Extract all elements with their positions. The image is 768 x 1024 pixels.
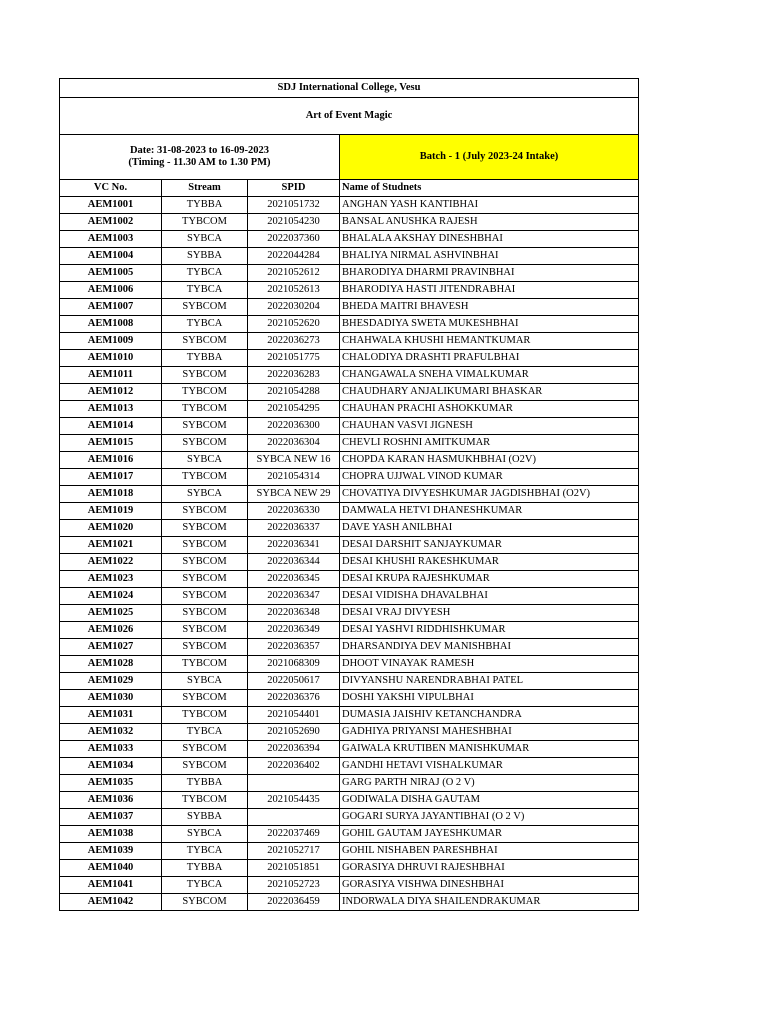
student-name-cell: CHAHWALA KHUSHI HEMANTKUMAR	[340, 333, 639, 350]
spid-cell: 2021052613	[248, 282, 340, 299]
table-row	[60, 877, 639, 894]
program-title-row	[60, 98, 639, 135]
vc-number-cell: AEM1007	[60, 299, 162, 316]
stream-cell: SYBCOM	[162, 894, 248, 911]
vc-number-cell: AEM1036	[60, 792, 162, 809]
table-row	[60, 248, 639, 265]
vc-number-cell: AEM1013	[60, 401, 162, 418]
stream-cell: SYBCOM	[162, 520, 248, 537]
table-row	[60, 435, 639, 452]
table-row	[60, 724, 639, 741]
stream-cell: TYBBA	[162, 860, 248, 877]
spid-cell: 2022036348	[248, 605, 340, 622]
column-header-name: Name of Studnets	[340, 180, 639, 197]
student-name-cell: CHAUDHARY ANJALIKUMARI BHASKAR	[340, 384, 639, 401]
spid-cell: 2022036330	[248, 503, 340, 520]
vc-number-cell: AEM1003	[60, 231, 162, 248]
student-name-cell: DOSHI YAKSHI VIPULBHAI	[340, 690, 639, 707]
stream-cell: SYBCOM	[162, 367, 248, 384]
table-row	[60, 792, 639, 809]
schedule-row	[60, 135, 639, 180]
spid-cell: 2022036283	[248, 367, 340, 384]
stream-cell: TYBBA	[162, 350, 248, 367]
student-name-cell: CHAUHAN PRACHI ASHOKKUMAR	[340, 401, 639, 418]
table-row	[60, 843, 639, 860]
student-name-cell: GOGARI SURYA JAYANTIBHAI (O 2 V)	[340, 809, 639, 826]
table-row	[60, 265, 639, 282]
table-row	[60, 690, 639, 707]
student-name-cell: CHANGAWALA SNEHA VIMALKUMAR	[340, 367, 639, 384]
column-header-vc-no: VC No.	[60, 180, 162, 197]
student-name-cell: BHARODIYA HASTI JITENDRABHAI	[340, 282, 639, 299]
table-row	[60, 571, 639, 588]
spid-cell: 2022050617	[248, 673, 340, 690]
vc-number-cell: AEM1024	[60, 588, 162, 605]
spid-cell: 2021052612	[248, 265, 340, 282]
vc-number-cell: AEM1027	[60, 639, 162, 656]
stream-cell: TYBCA	[162, 877, 248, 894]
vc-number-cell: AEM1023	[60, 571, 162, 588]
student-name-cell: DESAI KHUSHI RAKESHKUMAR	[340, 554, 639, 571]
date-range: Date: 31-08-2023 to 16-09-2023	[129, 145, 270, 156]
spid-cell: 2022036344	[248, 554, 340, 571]
vc-number-cell: AEM1039	[60, 843, 162, 860]
vc-number-cell: AEM1015	[60, 435, 162, 452]
spid-cell: 2022036349	[248, 622, 340, 639]
vc-number-cell: AEM1037	[60, 809, 162, 826]
spid-cell: 2022036345	[248, 571, 340, 588]
spid-cell: SYBCA NEW 29	[248, 486, 340, 503]
spid-cell: 2022037469	[248, 826, 340, 843]
student-name-cell: DESAI VRAJ DIVYESH	[340, 605, 639, 622]
student-name-cell: CHALODIYA DRASHTI PRAFULBHAI	[340, 350, 639, 367]
vc-number-cell: AEM1010	[60, 350, 162, 367]
spid-cell: SYBCA NEW 16	[248, 452, 340, 469]
spid-cell: 2021054288	[248, 384, 340, 401]
student-name-cell: CHOPRA UJJWAL VINOD KUMAR	[340, 469, 639, 486]
spid-cell: 2021054230	[248, 214, 340, 231]
table-row	[60, 197, 639, 214]
student-name-cell: GAIWALA KRUTIBEN MANISHKUMAR	[340, 741, 639, 758]
table-row	[60, 282, 639, 299]
stream-cell: SYBCA	[162, 231, 248, 248]
stream-cell: SYBCOM	[162, 571, 248, 588]
spid-cell: 2022030204	[248, 299, 340, 316]
stream-cell: TYBCOM	[162, 469, 248, 486]
student-name-cell: BHEDA MAITRI BHAVESH	[340, 299, 639, 316]
vc-number-cell: AEM1032	[60, 724, 162, 741]
spid-cell: 2021052690	[248, 724, 340, 741]
spid-cell: 2022036394	[248, 741, 340, 758]
table-row	[60, 656, 639, 673]
table-row	[60, 741, 639, 758]
spid-cell: 2021054295	[248, 401, 340, 418]
student-name-cell: BHESDADIYA SWETA MUKESHBHAI	[340, 316, 639, 333]
student-name-cell: INDORWALA DIYA SHAILENDRAKUMAR	[340, 894, 639, 911]
spid-cell	[248, 809, 340, 826]
vc-number-cell: AEM1017	[60, 469, 162, 486]
stream-cell: TYBCA	[162, 265, 248, 282]
student-name-cell: DAMWALA HETVI DHANESHKUMAR	[340, 503, 639, 520]
table-row	[60, 231, 639, 248]
table-row	[60, 894, 639, 911]
table-row	[60, 418, 639, 435]
stream-cell: SYBCOM	[162, 435, 248, 452]
vc-number-cell: AEM1041	[60, 877, 162, 894]
student-table	[59, 78, 639, 911]
stream-cell: SYBCA	[162, 826, 248, 843]
spid-cell: 2021068309	[248, 656, 340, 673]
vc-number-cell: AEM1026	[60, 622, 162, 639]
column-header-stream: Stream	[162, 180, 248, 197]
spid-cell: 2022036273	[248, 333, 340, 350]
vc-number-cell: AEM1011	[60, 367, 162, 384]
table-row	[60, 605, 639, 622]
spid-cell: 2022044284	[248, 248, 340, 265]
table-row	[60, 316, 639, 333]
vc-number-cell: AEM1031	[60, 707, 162, 724]
table-row	[60, 384, 639, 401]
student-name-cell: DESAI VIDISHA DHAVALBHAI	[340, 588, 639, 605]
table-row	[60, 350, 639, 367]
table-row	[60, 367, 639, 384]
student-name-cell: CHOPDA KARAN HASMUKHBHAI (O2V)	[340, 452, 639, 469]
stream-cell: SYBCOM	[162, 639, 248, 656]
table-row	[60, 622, 639, 639]
student-name-cell: GOHIL NISHABEN PARESHBHAI	[340, 843, 639, 860]
stream-cell: SYBCA	[162, 673, 248, 690]
student-name-cell: ANGHAN YASH KANTIBHAI	[340, 197, 639, 214]
vc-number-cell: AEM1021	[60, 537, 162, 554]
stream-cell: TYBCA	[162, 724, 248, 741]
spid-cell: 2022036459	[248, 894, 340, 911]
attendance-sheet	[59, 78, 638, 911]
student-name-cell: GORASIYA DHRUVI RAJESHBHAI	[340, 860, 639, 877]
table-row	[60, 486, 639, 503]
vc-number-cell: AEM1012	[60, 384, 162, 401]
vc-number-cell: AEM1028	[60, 656, 162, 673]
stream-cell: TYBCA	[162, 282, 248, 299]
stream-cell: SYBBA	[162, 809, 248, 826]
column-header-row	[60, 180, 639, 197]
student-name-cell: GORASIYA VISHWA DINESHBHAI	[340, 877, 639, 894]
vc-number-cell: AEM1030	[60, 690, 162, 707]
stream-cell: SYBCA	[162, 486, 248, 503]
spid-cell: 2022036304	[248, 435, 340, 452]
spid-cell: 2022036347	[248, 588, 340, 605]
vc-number-cell: AEM1002	[60, 214, 162, 231]
college-name: SDJ International College, Vesu	[60, 79, 639, 98]
table-row	[60, 299, 639, 316]
spid-cell: 2021052717	[248, 843, 340, 860]
student-name-cell: GODIWALA DISHA GAUTAM	[340, 792, 639, 809]
vc-number-cell: AEM1001	[60, 197, 162, 214]
student-name-cell: DIVYANSHU NARENDRABHAI PATEL	[340, 673, 639, 690]
spid-cell: 2022036376	[248, 690, 340, 707]
table-row	[60, 333, 639, 350]
table-row	[60, 826, 639, 843]
stream-cell: TYBCA	[162, 316, 248, 333]
spid-cell: 2022036341	[248, 537, 340, 554]
student-name-cell: BANSAL ANUSHKA RAJESH	[340, 214, 639, 231]
spid-cell: 2022036402	[248, 758, 340, 775]
date-timing-cell	[60, 135, 340, 180]
stream-cell: SYBCA	[162, 452, 248, 469]
vc-number-cell: AEM1025	[60, 605, 162, 622]
spid-cell: 2021051732	[248, 197, 340, 214]
stream-cell: TYBCA	[162, 843, 248, 860]
batch-cell: Batch - 1 (July 2023-24 Intake)	[340, 135, 639, 180]
student-name-cell: DESAI YASHVI RIDDHISHKUMAR	[340, 622, 639, 639]
spid-cell: 2021051775	[248, 350, 340, 367]
table-row	[60, 520, 639, 537]
stream-cell: SYBCOM	[162, 622, 248, 639]
spid-cell: 2021054314	[248, 469, 340, 486]
student-name-cell: DAVE YASH ANILBHAI	[340, 520, 639, 537]
stream-cell: SYBBA	[162, 248, 248, 265]
stream-cell: SYBCOM	[162, 537, 248, 554]
table-row	[60, 707, 639, 724]
spid-cell: 2021054401	[248, 707, 340, 724]
vc-number-cell: AEM1016	[60, 452, 162, 469]
table-row	[60, 860, 639, 877]
table-row	[60, 588, 639, 605]
student-name-cell: DESAI KRUPA RAJESHKUMAR	[340, 571, 639, 588]
spid-cell: 2021054435	[248, 792, 340, 809]
stream-cell: TYBCOM	[162, 214, 248, 231]
table-row	[60, 469, 639, 486]
stream-cell: SYBCOM	[162, 690, 248, 707]
table-row	[60, 758, 639, 775]
student-name-cell: GANDHI HETAVI VISHALKUMAR	[340, 758, 639, 775]
vc-number-cell: AEM1005	[60, 265, 162, 282]
stream-cell: SYBCOM	[162, 418, 248, 435]
student-name-cell: DHARSANDIYA DEV MANISHBHAI	[340, 639, 639, 656]
student-name-cell: CHAUHAN VASVI JIGNESH	[340, 418, 639, 435]
stream-cell: SYBCOM	[162, 758, 248, 775]
student-name-cell: GARG PARTH NIRAJ (O 2 V)	[340, 775, 639, 792]
stream-cell: SYBCOM	[162, 741, 248, 758]
stream-cell: SYBCOM	[162, 588, 248, 605]
college-title-row	[60, 79, 639, 98]
stream-cell: TYBBA	[162, 775, 248, 792]
vc-number-cell: AEM1019	[60, 503, 162, 520]
stream-cell: SYBCOM	[162, 299, 248, 316]
stream-cell: TYBCOM	[162, 656, 248, 673]
student-name-cell: GOHIL GAUTAM JAYESHKUMAR	[340, 826, 639, 843]
table-row	[60, 214, 639, 231]
student-name-cell: BHALALA AKSHAY DINESHBHAI	[340, 231, 639, 248]
column-header-spid: SPID	[248, 180, 340, 197]
stream-cell: TYBCOM	[162, 792, 248, 809]
student-rows	[60, 197, 639, 911]
program-name: Art of Event Magic	[60, 98, 639, 135]
student-name-cell: BHALIYA NIRMAL ASHVINBHAI	[340, 248, 639, 265]
timing: (Timing - 11.30 AM to 1.30 PM)	[128, 157, 271, 168]
spid-cell: 2021051851	[248, 860, 340, 877]
vc-number-cell: AEM1034	[60, 758, 162, 775]
vc-number-cell: AEM1014	[60, 418, 162, 435]
vc-number-cell: AEM1042	[60, 894, 162, 911]
stream-cell: SYBCOM	[162, 605, 248, 622]
table-row	[60, 809, 639, 826]
vc-number-cell: AEM1018	[60, 486, 162, 503]
stream-cell: TYBBA	[162, 197, 248, 214]
student-name-cell: DHOOT VINAYAK RAMESH	[340, 656, 639, 673]
stream-cell: SYBCOM	[162, 333, 248, 350]
vc-number-cell: AEM1033	[60, 741, 162, 758]
table-row	[60, 775, 639, 792]
spid-cell: 2022036337	[248, 520, 340, 537]
vc-number-cell: AEM1004	[60, 248, 162, 265]
stream-cell: SYBCOM	[162, 554, 248, 571]
table-row	[60, 537, 639, 554]
stream-cell: TYBCOM	[162, 401, 248, 418]
stream-cell: TYBCOM	[162, 707, 248, 724]
student-name-cell: CHEVLI ROSHNI AMITKUMAR	[340, 435, 639, 452]
table-row	[60, 452, 639, 469]
spid-cell: 2022036357	[248, 639, 340, 656]
spid-cell	[248, 775, 340, 792]
vc-number-cell: AEM1008	[60, 316, 162, 333]
vc-number-cell: AEM1038	[60, 826, 162, 843]
student-name-cell: DESAI DARSHIT SANJAYKUMAR	[340, 537, 639, 554]
vc-number-cell: AEM1022	[60, 554, 162, 571]
spid-cell: 2021052723	[248, 877, 340, 894]
student-name-cell: CHOVATIYA DIVYESHKUMAR JAGDISHBHAI (O2V)	[340, 486, 639, 503]
vc-number-cell: AEM1009	[60, 333, 162, 350]
table-row	[60, 673, 639, 690]
vc-number-cell: AEM1029	[60, 673, 162, 690]
table-row	[60, 401, 639, 418]
vc-number-cell: AEM1040	[60, 860, 162, 877]
student-name-cell: BHARODIYA DHARMI PRAVINBHAI	[340, 265, 639, 282]
stream-cell: TYBCOM	[162, 384, 248, 401]
student-name-cell: DUMASIA JAISHIV KETANCHANDRA	[340, 707, 639, 724]
spid-cell: 2021052620	[248, 316, 340, 333]
spid-cell: 2022037360	[248, 231, 340, 248]
table-row	[60, 554, 639, 571]
vc-number-cell: AEM1035	[60, 775, 162, 792]
spid-cell: 2022036300	[248, 418, 340, 435]
stream-cell: SYBCOM	[162, 503, 248, 520]
table-row	[60, 503, 639, 520]
vc-number-cell: AEM1020	[60, 520, 162, 537]
table-row	[60, 639, 639, 656]
student-name-cell: GADHIYA PRIYANSI MAHESHBHAI	[340, 724, 639, 741]
vc-number-cell: AEM1006	[60, 282, 162, 299]
